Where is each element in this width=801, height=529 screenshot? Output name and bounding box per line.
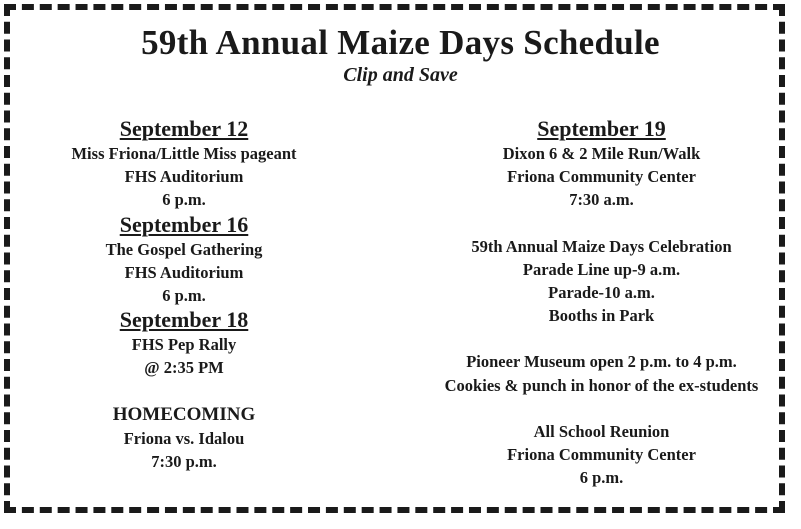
event-block-sep12	[34, 116, 334, 212]
event-line: Booths in Park	[548, 306, 655, 326]
event-line: 6 p.m.	[162, 190, 206, 210]
event-block-sep19	[410, 116, 793, 212]
event-block-sep16	[34, 212, 334, 308]
event-date: September 16	[119, 211, 249, 237]
event-line: Miss Friona/Little Miss pageant	[71, 144, 297, 163]
event-line: Pioneer Museum open 2 p.m. to 4 p.m.	[466, 352, 737, 372]
page-title: 59th Annual Maize Days Schedule	[141, 23, 660, 62]
event-line: FHS Auditorium	[124, 167, 244, 187]
event-date: September 18	[119, 307, 249, 333]
schedule-column-left	[34, 116, 334, 473]
event-line: All School Reunion	[533, 421, 670, 441]
event-line: 7:30 a.m.	[569, 190, 634, 210]
event-heading: HOMECOMING	[112, 403, 256, 425]
page-subtitle: Clip and Save	[343, 64, 458, 86]
event-line: Parade-10 a.m.	[548, 282, 655, 302]
event-line: 7:30 p.m.	[151, 451, 217, 471]
event-line: 6 p.m.	[162, 285, 206, 305]
spacer	[410, 327, 793, 350]
event-line: FHS Auditorium	[124, 262, 244, 282]
event-line: The Gospel Gathering	[105, 239, 263, 259]
event-line: Friona vs. Idalou	[123, 428, 245, 448]
event-date: September 19	[537, 116, 666, 141]
schedule-column-right	[410, 116, 793, 489]
event-line: Dixon 6 & 2 Mile Run/Walk	[502, 144, 701, 163]
spacer	[410, 212, 793, 235]
spacer	[410, 397, 793, 420]
event-block-museum	[410, 350, 793, 396]
event-line: Cookies & punch in honor of the ex-students	[444, 375, 759, 395]
event-block-celebration	[410, 235, 793, 328]
event-block-homecoming	[34, 403, 334, 473]
event-line: 59th Annual Maize Days Celebration	[471, 236, 732, 256]
spacer	[34, 380, 334, 403]
event-line: @ 2:35 PM	[144, 358, 224, 378]
event-line: Parade Line up-9 a.m.	[522, 259, 681, 279]
event-block-sep18	[34, 307, 334, 379]
event-line: FHS Pep Rally	[131, 335, 237, 355]
event-line: Friona Community Center	[507, 444, 696, 464]
event-date: September 12	[119, 116, 249, 141]
event-line: 6 p.m.	[579, 468, 624, 488]
event-block-reunion	[410, 420, 793, 490]
event-line: Friona Community Center	[507, 167, 696, 187]
